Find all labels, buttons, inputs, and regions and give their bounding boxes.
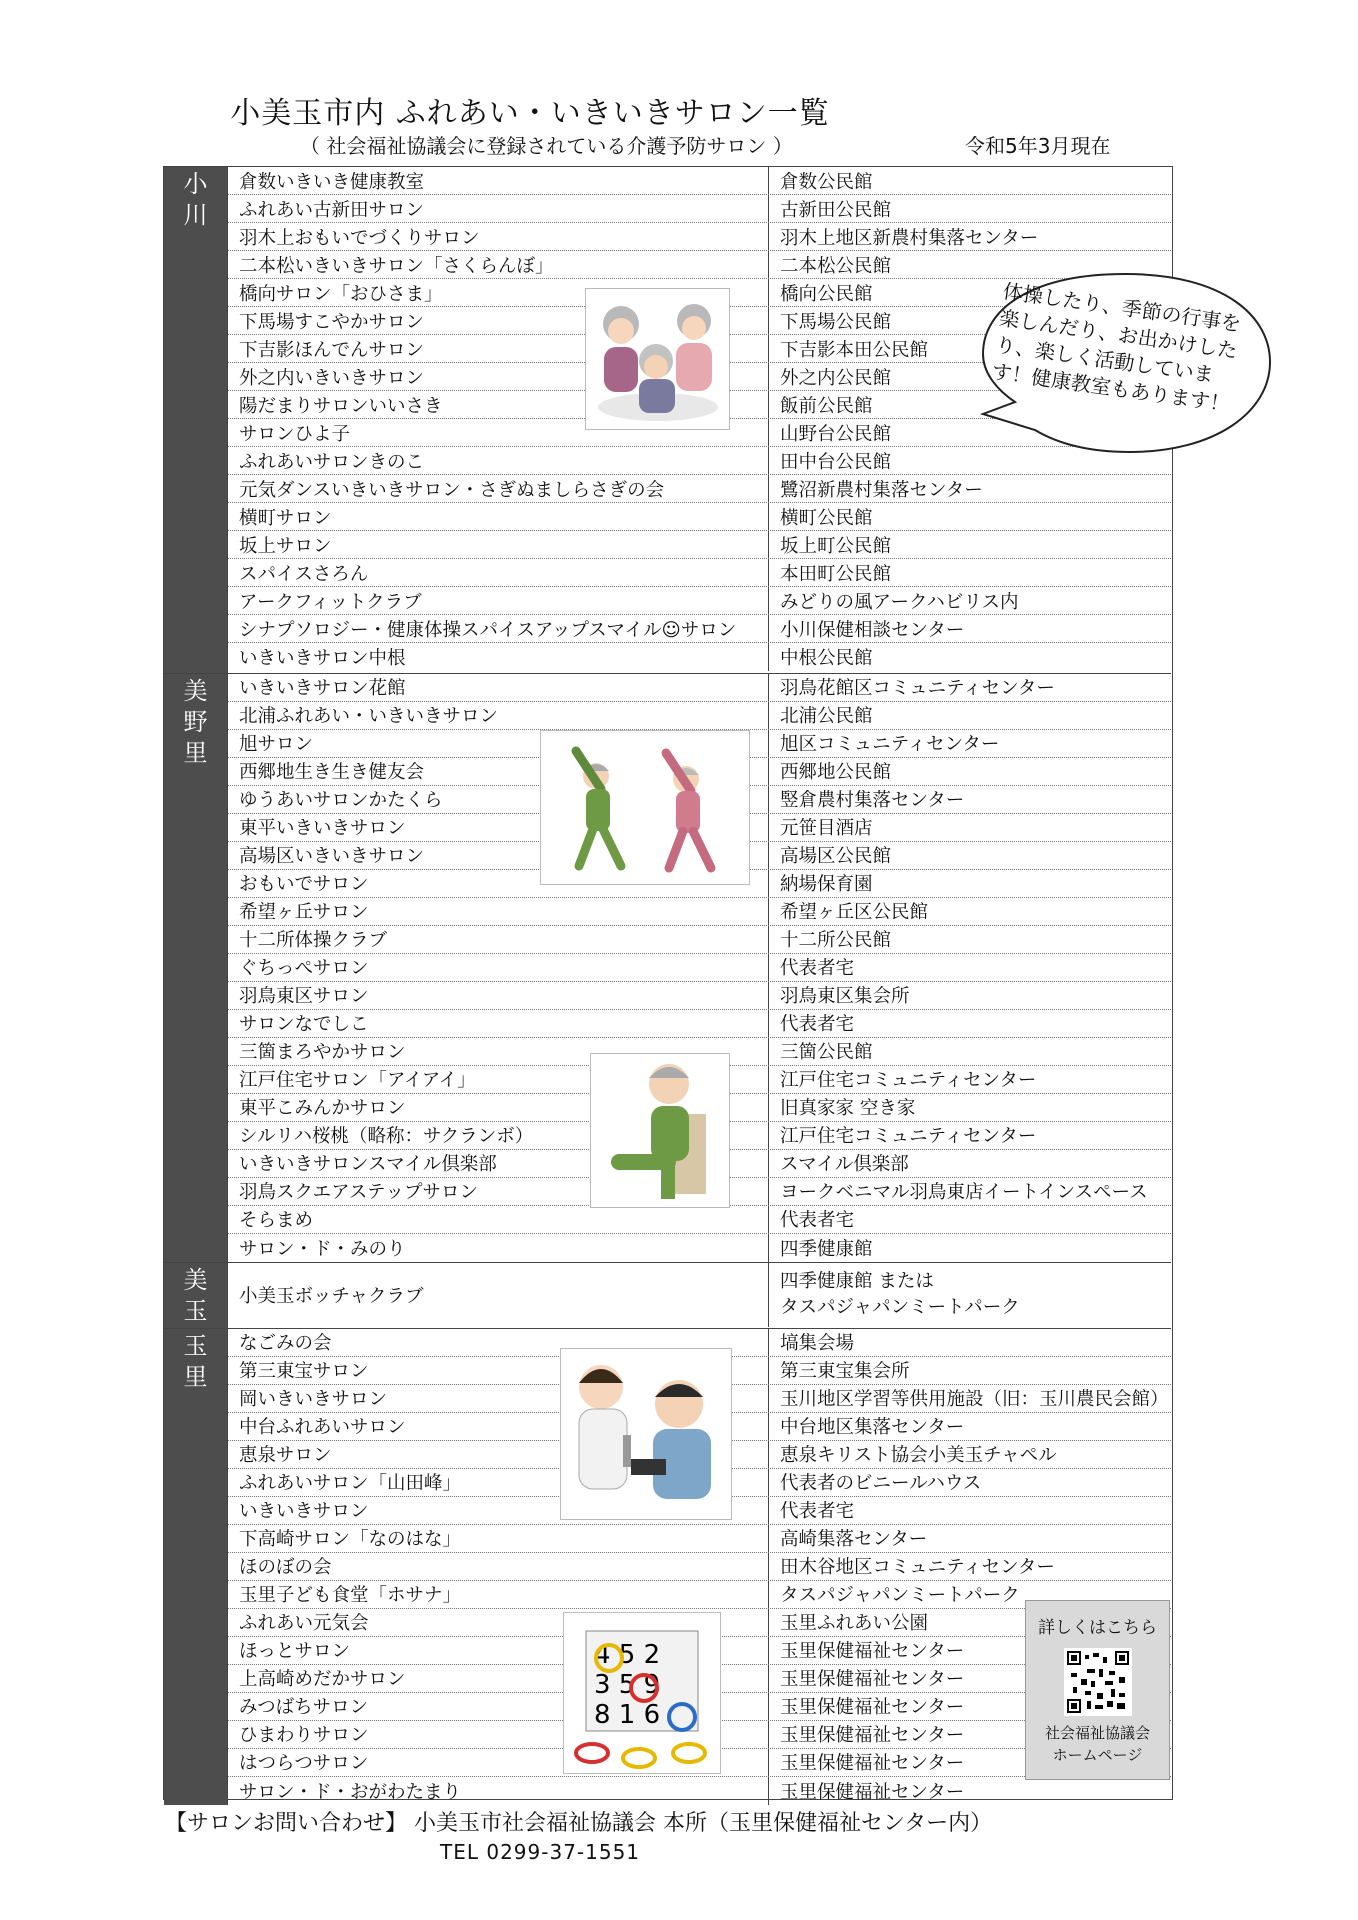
region-label [164, 1263, 228, 1328]
venue-name: ヨークベニマル羽鳥東店イートインスペース [768, 1178, 1171, 1205]
salon-name: ほっとサロン [239, 1641, 351, 1662]
table-row [228, 559, 1171, 587]
region-label-char: 美 [183, 676, 208, 705]
salon-name: 上高崎めだかサロン [239, 1669, 406, 1690]
salon-name: 十二所体操クラブ [239, 930, 388, 951]
salon-name: 羽鳥スクエアステップサロン [239, 1182, 479, 1203]
venue-name: 田木谷地区コミュニティセンター [768, 1553, 1171, 1580]
salon-name: サロン・ド・みのり [239, 1238, 406, 1260]
region-label [164, 1329, 228, 1806]
venue-line: タスパジャパンミートパーク [780, 1297, 1020, 1318]
venue-name: 高場区公民館 [768, 842, 1171, 869]
venue-name: 本田町公民館 [768, 559, 1171, 586]
salon-name: シルリハ桜桃（略称：サクランボ） [239, 1126, 534, 1147]
salon-name: 坂上サロン [239, 535, 332, 557]
salon-name: 羽木上おもいでづくりサロン [239, 227, 480, 249]
venue-name: 北浦公民館 [768, 702, 1171, 729]
venue-name: 田中台公民館 [768, 447, 1171, 474]
venue-name: 下吉影本田公民館 [768, 335, 1171, 362]
venue-name: 代表者のビニールハウス [768, 1469, 1171, 1496]
table-row [228, 475, 1171, 503]
table-row [228, 1525, 1171, 1553]
salon-name: 東平いきいきサロン [239, 818, 406, 839]
elderly-chatting-illustration [585, 288, 730, 430]
venue-name: みどりの風アークハビリス内 [768, 587, 1171, 614]
venue-name: 飯前公民館 [768, 391, 1171, 418]
venue-name: スマイル倶楽部 [768, 1150, 1171, 1177]
venue-name: 外之内公民館 [768, 363, 1171, 390]
salon-name: 横町サロン [239, 507, 332, 529]
venue-name: 元笹目酒店 [768, 814, 1171, 841]
region-label-char: 美 [183, 1266, 208, 1294]
venue-name: 塙集会場 [768, 1329, 1171, 1356]
venue-name: 山野台公民館 [768, 419, 1171, 446]
venue-name: 古新田公民館 [768, 195, 1171, 222]
venue-name: 羽木上地区新農村集落センター [768, 223, 1171, 250]
venue-name: 玉里保健福祉センター [768, 1777, 1171, 1805]
blood-pressure-illustration [560, 1348, 732, 1520]
table-row [228, 702, 1171, 730]
table-row [228, 898, 1171, 926]
salon-name: 中台ふれあいサロン [239, 1417, 406, 1438]
salon-name: 恵泉サロン [239, 1445, 332, 1466]
qr-code-box[interactable] [1025, 1600, 1170, 1780]
table-row [228, 1234, 1171, 1262]
salon-name: 小美玉ボッチャクラブ [239, 1286, 424, 1307]
salon-name: 高場区いきいきサロン [239, 846, 425, 867]
salon-name: いきいきサロン花館 [239, 678, 406, 699]
salon-name: 下吉影ほんでんサロン [239, 339, 425, 361]
venue-line: 四季健康館 または [780, 1271, 934, 1292]
salon-name: ふれあい元気会 [239, 1613, 369, 1634]
region-label-char: 野 [183, 707, 208, 736]
table-row [228, 531, 1171, 559]
region-label-char: 里 [183, 1362, 208, 1391]
salon-name: 江戸住宅サロン「アイアイ」 [239, 1070, 476, 1091]
venue-name: 横町公民館 [768, 503, 1171, 530]
salon-name: 第三東宝サロン [239, 1361, 369, 1382]
table-row [228, 982, 1171, 1010]
contact-tel: TEL 0299-37-1551 [440, 1840, 641, 1864]
venue-name: 下馬場公民館 [768, 307, 1171, 334]
venue-name: 玉里保健福祉センター [768, 1665, 1171, 1692]
svg-text:3 5 9: 3 5 9 [594, 1670, 661, 1700]
salon-name: 東平こみんかサロン [239, 1098, 406, 1119]
salon-name: 下高崎サロン「なのはな」 [239, 1529, 462, 1550]
table-row [228, 1010, 1171, 1038]
venue-name: 小川保健相談センター [768, 615, 1171, 642]
as-of-date: 令和5年3月現在 [965, 134, 1111, 158]
salon-name: 下馬場すこやかサロン [239, 311, 425, 333]
salon-name: 玉里子ども食堂「ホサナ」 [239, 1585, 462, 1606]
venue-name: 中台地区集落センター [768, 1413, 1171, 1440]
venue-name: 江戸住宅コミュニティセンター [768, 1066, 1171, 1093]
salon-name: いきいきサロンスマイル倶楽部 [239, 1154, 497, 1175]
venue-name: 玉里ふれあい公園 [768, 1609, 1171, 1636]
table-row [228, 643, 1171, 671]
table-row [228, 503, 1171, 531]
salon-name: サロンなでしこ [239, 1014, 369, 1035]
table-row [228, 167, 1171, 195]
salon-name: 旭サロン [239, 734, 314, 755]
salon-name: 北浦ふれあい・いきいきサロン [239, 706, 499, 727]
qr-caption-line1: 社会福祉協議会 [1044, 1724, 1150, 1742]
salon-name: 倉数いきいき健康教室 [239, 171, 425, 193]
venue-name: 玉里保健福祉センター [768, 1749, 1171, 1776]
table-row [228, 587, 1171, 615]
salon-name: いきいきサロン中根 [239, 648, 406, 669]
qr-heading: 詳しくはこちら [1038, 1618, 1157, 1638]
venue-name: 玉川地区学習等供用施設（旧：玉川農民会館） [768, 1385, 1171, 1412]
venue-name: 三箇公民館 [768, 1038, 1171, 1065]
salon-name: みつばちサロン [239, 1697, 369, 1718]
qr-caption-line2: ホームページ [1052, 1746, 1143, 1764]
venue-name: 希望ヶ丘区公民館 [768, 898, 1171, 925]
venue-name: 恵泉キリスト協会小美玉チャペル [768, 1441, 1171, 1468]
venue-name: 竪倉農村集落センター [768, 786, 1171, 813]
salon-name: サロン・ド・おがわたまり [239, 1781, 462, 1803]
region-label-char: 小 [183, 170, 208, 198]
venue-name: 江戸住宅コミュニティセンター [768, 1122, 1171, 1149]
salon-name: 陽だまりサロンいいさき [239, 395, 443, 417]
venue-name: 代表者宅 [768, 1497, 1171, 1524]
region-label [164, 167, 228, 673]
table-row [228, 195, 1171, 223]
salon-name: スパイスさろん [239, 563, 369, 585]
venue-name: 二本松公民館 [768, 251, 1171, 278]
salon-name: そらまめ [239, 1210, 314, 1231]
salon-name: ほのぼの会 [239, 1557, 332, 1578]
salon-name: 西郷地生き生き健友会 [239, 762, 425, 783]
venue-name: タスパジャパンミートパーク [768, 1581, 1171, 1608]
venue-name: 倉数公民館 [768, 167, 1171, 194]
venue-name: 玉里保健福祉センター [768, 1637, 1171, 1664]
leg-exercise-illustration [590, 1053, 730, 1208]
venue-name: 旧真家家 空き家 [768, 1094, 1171, 1121]
table-row [228, 926, 1171, 954]
venue-name: 旭区コミュニティセンター [768, 730, 1171, 757]
region-label [164, 674, 228, 1263]
svg-text:8 1 6: 8 1 6 [594, 1700, 661, 1730]
table-row [228, 1777, 1171, 1805]
qr-code-icon[interactable] [1064, 1648, 1132, 1716]
table-row [228, 954, 1171, 982]
region-label-char: 川 [183, 201, 208, 229]
salon-name: おもいでサロン [239, 874, 369, 895]
venue-name: 玉里保健福祉センター [768, 1721, 1171, 1748]
venue-name: 羽鳥東区集会所 [768, 982, 1171, 1009]
salon-name: 橋向サロン「おひさま」 [239, 283, 443, 305]
venue-name: 西郷地公民館 [768, 758, 1171, 785]
venue-name: 中根公民館 [768, 643, 1171, 671]
venue-name: 羽鳥花館区コミュニティセンター [768, 674, 1171, 701]
table-row [228, 1553, 1171, 1581]
speech-bubble-text: 体操したり、季節の行事を楽しんだり、お出かけしたり、楽しく活動しています！健康教室もあります！ [990, 278, 1243, 417]
salon-name: 希望ヶ丘サロン [239, 902, 369, 923]
salon-name: ふれあいサロン「山田峰」 [239, 1473, 462, 1494]
venue-name: 十二所公民館 [768, 926, 1171, 953]
salon-name: いきいきサロン [239, 1501, 369, 1522]
venue-name: 玉里保健福祉センター [768, 1693, 1171, 1720]
stretching-illustration [540, 730, 750, 885]
venue-name: 高崎集落センター [768, 1525, 1171, 1552]
salon-name: ゆうあいサロンかたくら [239, 790, 443, 811]
salon-name: ふれあい古新田サロン [239, 199, 425, 221]
ring-toss-illustration [563, 1612, 721, 1774]
venue-name: 第三東宝集会所 [768, 1357, 1171, 1384]
salon-name: 三箇まろやかサロン [239, 1042, 406, 1063]
region-block [164, 1262, 1171, 1328]
salon-name: 外之内いきいきサロン [239, 367, 425, 389]
venue-name: 代表者宅 [768, 1206, 1171, 1233]
salon-name: 岡いきいきサロン [239, 1389, 388, 1410]
venue-name: 坂上町公民館 [768, 531, 1171, 558]
salon-name: なごみの会 [239, 1333, 332, 1354]
region-label-char: 玉 [183, 1331, 208, 1360]
salon-name: 羽鳥東区サロン [239, 986, 369, 1007]
region-label-char: 玉 [183, 1297, 208, 1325]
venue-name: 代表者宅 [768, 1010, 1171, 1037]
venue-name: 橋向公民館 [768, 279, 1171, 306]
table-row [228, 1263, 1171, 1327]
table-row [228, 1206, 1171, 1234]
salon-name: はつらつサロン [239, 1753, 369, 1774]
venue-name [768, 1263, 1171, 1327]
table-row [228, 223, 1171, 251]
page-subtitle: （ 社会福祉協議会に登録されている介護予防サロン ） [300, 134, 793, 158]
salon-name: ふれあいサロンきのこ [239, 451, 425, 473]
venue-name: 鷺沼新農村集落センター [768, 475, 1171, 502]
venue-name: 四季健康館 [768, 1234, 1171, 1262]
contact-footer: 【サロンお問い合わせ】 小美玉市社会福祉協議会 本所（玉里保健福祉センター内） [165, 1811, 993, 1836]
salon-name: 元気ダンスいきいきサロン・さぎぬましらさぎの会 [239, 479, 665, 501]
salon-name: サロンひよ子 [239, 423, 351, 445]
region-label-char: 里 [183, 738, 208, 767]
venue-name: 納場保育園 [768, 870, 1171, 897]
salon-name: 二本松いきいきサロン「さくらんぼ」 [239, 255, 554, 277]
venue-name: 代表者宅 [768, 954, 1171, 981]
table-row [228, 615, 1171, 643]
salon-name: ぐちっぺサロン [239, 958, 369, 979]
table-row [228, 674, 1171, 702]
svg-text:4 5 2: 4 5 2 [594, 1640, 661, 1670]
salon-name: アークフィットクラブ [239, 591, 422, 613]
salon-name: シナプソロジー・健康体操スパイスアップスマイル☺サロン [239, 619, 737, 641]
salon-name: ひまわりサロン [239, 1725, 369, 1746]
page-title: 小美玉市内 ふれあい・いきいきサロン一覧 [230, 96, 830, 131]
